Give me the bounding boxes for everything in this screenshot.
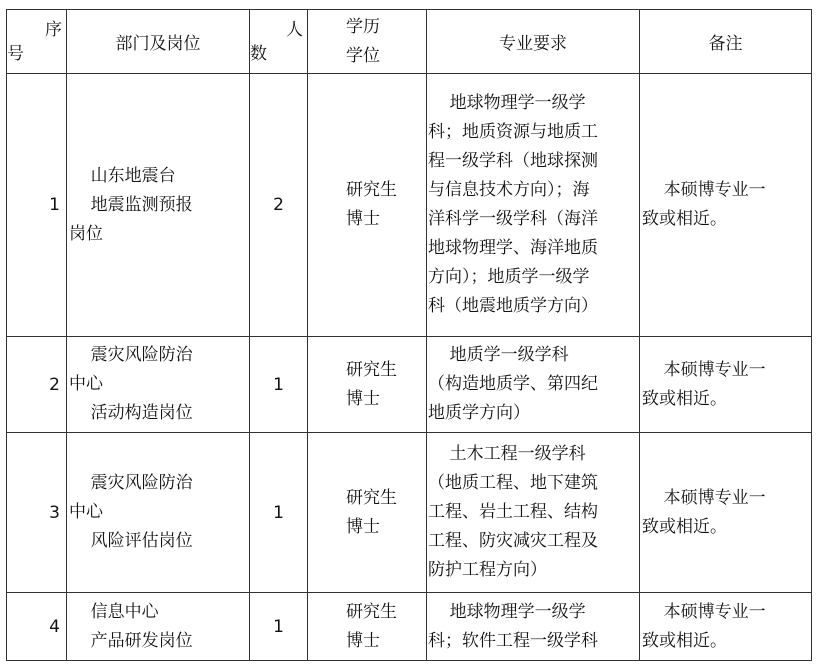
row-dept: 震灾风险防治 中心 活动构造岗位 [67,337,250,433]
row-count: 2 [250,74,308,337]
header-seq-line1: 序 [45,19,62,40]
table-row [7,433,812,593]
row-major: 地球物理学一级学 科；软件工程一级学科 [427,593,640,661]
row-major: 地质学一级学科 （构造地质学、第四纪 地质学方向） [427,337,640,433]
header-edu: 学历 学位 [308,10,427,74]
row-note: 本硕博专业一 致或相近。 [640,337,812,433]
row-count: 1 [250,593,308,661]
row-note: 本硕博专业一 致或相近。 [640,74,812,337]
header-dept: 部门及岗位 [67,10,250,74]
header-count-line1: 人 [286,19,303,40]
row-count: 1 [250,337,308,433]
row-note: 本硕博专业一 致或相近。 [640,433,812,593]
row-seq: 2 [7,337,67,433]
row-note: 本硕博专业一 致或相近。 [640,593,812,661]
header-note: 备注 [640,10,812,74]
row-dept: 信息中心 产品研发岗位 [67,593,250,661]
table-row [7,337,812,433]
recruitment-table [6,9,812,661]
row-edu: 研究生 博士 [308,74,427,337]
table-row [7,74,812,337]
row-edu: 研究生 博士 [308,337,427,433]
header-row [7,10,812,74]
table-row [7,593,812,661]
row-dept: 震灾风险防治 中心 风险评估岗位 [67,433,250,593]
row-edu: 研究生 博士 [308,433,427,593]
row-seq: 3 [7,433,67,593]
row-dept: 山东地震台 地震监测预报 岗位 [67,74,250,337]
header-count-line2: 数 [250,43,267,64]
header-seq-line2: 号 [7,43,24,64]
row-major: 地球物理学一级学 科；地质资源与地质工 程一级学科（地球探测 与信息技术方向）；海 洋科学一级学科（海洋 地球物理学、海洋地质 方向）；地质学一级学 科（地震地质学方向） [427,74,640,337]
header-count [250,10,308,74]
header-seq [7,10,67,74]
header-major: 专业要求 [427,10,640,74]
row-major: 土木工程一级学科 （地质工程、地下建筑 工程、岩土工程、结构 工程、防灾减灾工程及 防护工程方向） [427,433,640,593]
row-seq: 4 [7,593,67,661]
row-edu: 研究生 博士 [308,593,427,661]
row-count: 1 [250,433,308,593]
row-seq: 1 [7,74,67,337]
